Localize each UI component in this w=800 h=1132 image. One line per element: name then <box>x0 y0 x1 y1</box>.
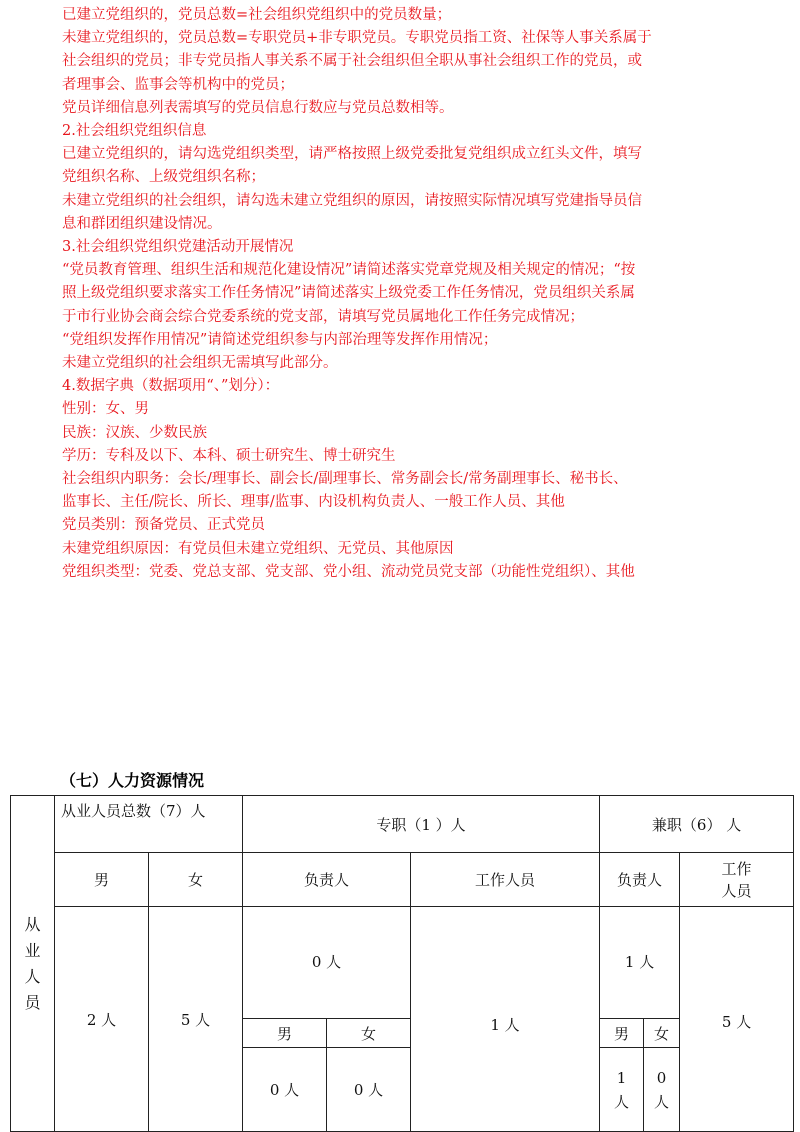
note-line: 未建党组织原因：有党员但未建立党组织、无党员、其他原因 <box>62 540 454 557</box>
parttime-head-female-count: 0 人 <box>644 1048 680 1132</box>
note-line: 民族：汉族、少数民族 <box>62 424 207 441</box>
note-line: 于市行业协会商会综合党委系统的党支部，请填写党员属地化工作任务完成情况； <box>62 308 584 325</box>
row-header-char: 员 <box>24 992 41 1012</box>
fulltime-head-female-header: 女 <box>327 1019 411 1048</box>
section-title: （七）人力资源情况 <box>60 771 205 790</box>
note-line: 者理事会、监事会等机构中的党员； <box>62 76 294 93</box>
fulltime-head-header: 负责人 <box>243 853 411 907</box>
note-line: 社会组织的党员；非专党员指人事关系不属于社会组织但全职从事社会组织工作的党员，或 <box>62 53 642 70</box>
fulltime-head-count: 0 人 <box>243 907 411 1019</box>
fulltime-staff-header: 工作人员 <box>411 853 600 907</box>
note-line: 性别：女、男 <box>62 401 149 418</box>
note-line: 党员详细信息列表需填写的党员信息行数应与党员总数相等。 <box>62 99 454 116</box>
parttime-head-female-header: 女 <box>644 1019 680 1048</box>
parttime-head-count: 1 人 <box>600 907 680 1019</box>
human-resources-table <box>10 795 794 1132</box>
note-line: 照上级党组织要求落实工作任务情况”请简述落实上级党委工作任务情况，党员组织关系属 <box>62 285 635 302</box>
row-header-char: 从 <box>24 914 41 934</box>
row-header-cell <box>11 796 55 1132</box>
note-line: 未建立党组织的社会组织无需填写此部分。 <box>62 355 338 372</box>
note-line: 党组织名称、上级党组织名称； <box>62 169 265 186</box>
fulltime-head-female-count: 0 人 <box>327 1048 411 1132</box>
fulltime-head-male-header: 男 <box>243 1019 327 1048</box>
note-line: 监事长、主任/院长、所长、理事/监事、内设机构负责人、一般工作人员、其他 <box>62 494 565 511</box>
fulltime-head-male-count: 0 人 <box>243 1048 327 1132</box>
fulltime-label: 专职（1 ）人 <box>243 796 600 853</box>
parttime-staff-count: 5 人 <box>680 907 794 1132</box>
note-line: 学历：专科及以下、本科、硕士研究生、博士研究生 <box>62 447 396 464</box>
fulltime-staff-count: 1 人 <box>411 907 600 1132</box>
male-count: 2 人 <box>55 907 149 1132</box>
note-line: 已建立党组织的，请勾选党组织类型，请严格按照上级党委批复党组织成立红头文件，填写 <box>62 146 642 163</box>
note-line: “党组织发挥作用情况”请简述党组织参与内部治理等发挥作用情况； <box>62 331 498 348</box>
note-line: 社会组织内职务：会长/理事长、副会长/副理事长、常务副会长/常务副理事长、秘书长、 <box>62 471 628 488</box>
total-employees-label: 从业人员总数（7）人 <box>55 796 243 853</box>
instruction-notes <box>62 4 782 584</box>
row-header-char: 业 <box>24 940 41 960</box>
parttime-head-male-count: 1 人 <box>600 1048 644 1132</box>
note-line: 2.社会组织党组织信息 <box>62 123 207 140</box>
note-line: 4.数据字典（数据项用“、”划分）： <box>62 378 280 395</box>
note-line: 已建立党组织的，党员总数=社会组织党组织中的党员数量； <box>62 7 452 23</box>
note-line: “党员教育管理、组织生活和规范化建设情况”请简述落实党章党规及相关规定的情况；“按 <box>62 262 636 279</box>
female-count: 5 人 <box>149 907 243 1132</box>
row-header-char: 人 <box>24 966 41 986</box>
parttime-head-male-header: 男 <box>600 1019 644 1048</box>
parttime-staff-header: 工作 人员 <box>680 853 794 907</box>
note-line: 党组织类型：党委、党总支部、党支部、党小组、流动党员党支部（功能性党组织）、其他 <box>62 563 635 580</box>
female-header: 女 <box>149 853 243 907</box>
note-line: 未建立党组织的，党员总数=专职党员+非专职党员。专职党员指工资、社保等人事关系属于 <box>62 30 652 47</box>
parttime-head-header: 负责人 <box>600 853 680 907</box>
note-line: 未建立党组织的社会组织，请勾选未建立党组织的原因，请按照实际情况填写党建指导员信 <box>62 192 642 209</box>
note-line: 党员类别：预备党员、正式党员 <box>62 517 265 534</box>
note-line: 3.社会组织党组织党建活动开展情况 <box>62 239 294 256</box>
note-line: 息和群团组织建设情况。 <box>62 215 222 232</box>
male-header: 男 <box>55 853 149 907</box>
parttime-label: 兼职（6） 人 <box>600 796 794 853</box>
